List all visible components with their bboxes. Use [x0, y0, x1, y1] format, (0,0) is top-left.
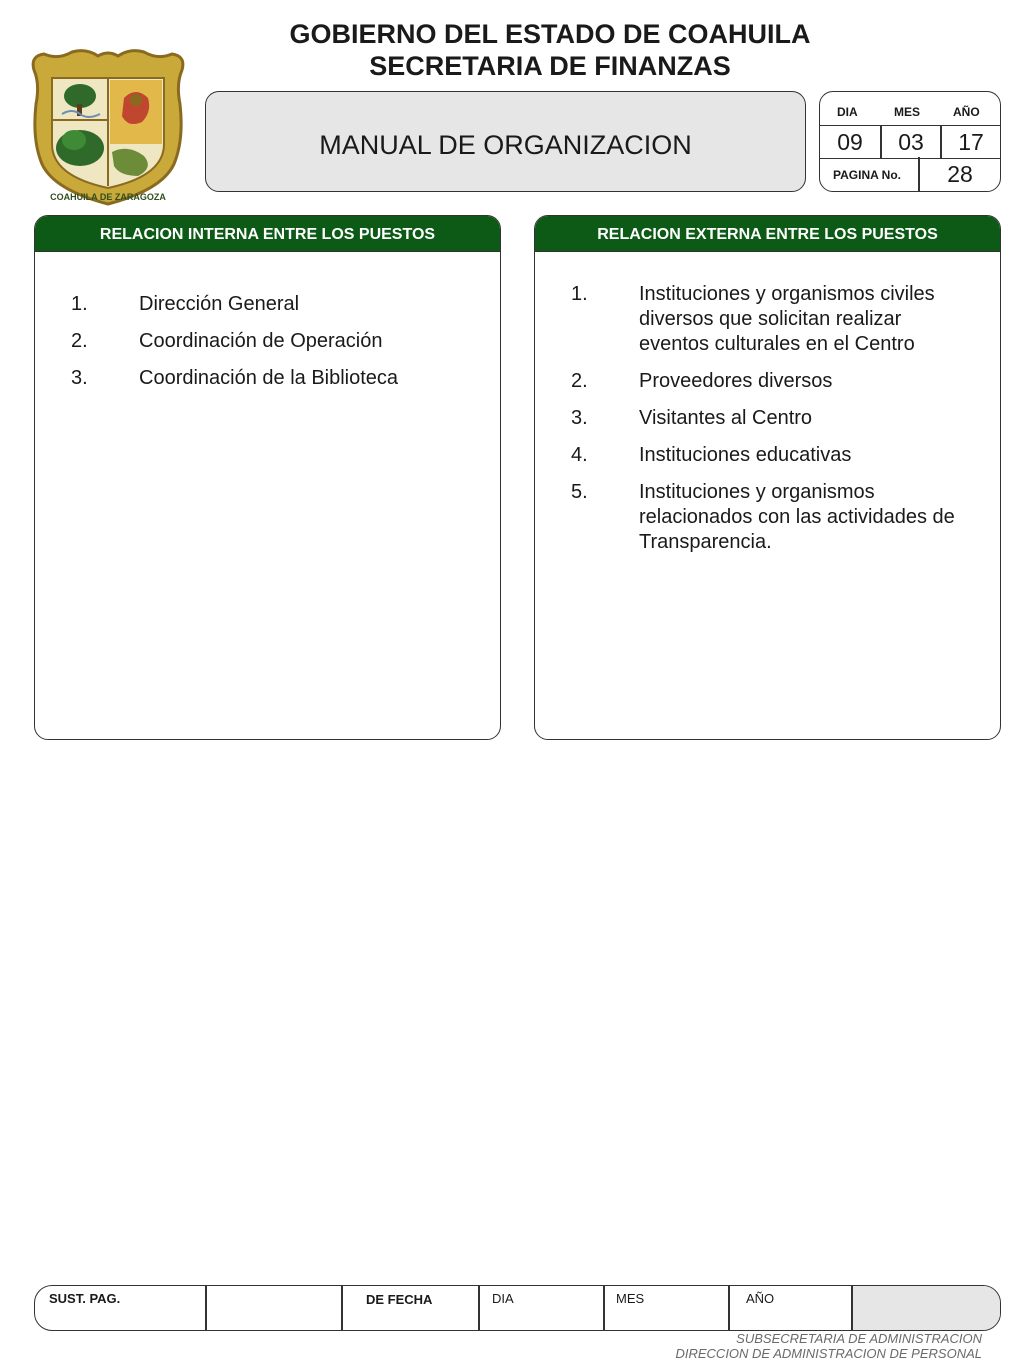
year-label: AÑO — [953, 105, 980, 119]
crest-text: COAHUILA DE ZARAGOZA — [50, 192, 166, 202]
list-item — [71, 292, 460, 317]
state-coat-of-arms-logo — [28, 48, 188, 206]
divider — [205, 1286, 207, 1331]
item-text: Coordinación de la Biblioteca — [139, 367, 399, 389]
subfooter — [675, 1331, 982, 1361]
page-label: PAGINA No. — [833, 168, 901, 182]
manual-title: MANUAL DE ORGANIZACION — [319, 130, 692, 160]
government-name: GOBIERNO DEL ESTADO DE COAHUILA — [289, 19, 811, 49]
sust-pag-label: SUST. PAG. — [49, 1291, 121, 1306]
list-item — [571, 443, 956, 468]
list-item — [71, 366, 460, 391]
internal-relations-heading: RELACION INTERNA ENTRE LOS PUESTOS — [35, 216, 500, 252]
divider — [478, 1286, 480, 1331]
subsecretaria-label: SUBSECRETARIA DE ADMINISTRACION — [736, 1331, 982, 1346]
item-number: 5. — [571, 481, 588, 503]
footer-substitution-bar — [34, 1285, 1001, 1331]
item-number: 1. — [571, 283, 588, 305]
date-values-row — [820, 125, 1000, 159]
item-text: Proveedores diversos — [639, 370, 833, 392]
year-value: 17 — [958, 129, 984, 155]
item-number: 2. — [71, 330, 88, 352]
header-title — [210, 18, 890, 82]
item-text: Instituciones y organismos civiles diversos que solicitan realizar eventos culturales en el Centro — [639, 283, 935, 355]
list-item — [71, 329, 460, 354]
divider — [851, 1286, 853, 1331]
divider — [603, 1286, 605, 1331]
internal-relations-list — [71, 292, 460, 403]
divider — [728, 1286, 730, 1331]
manual-title-box — [205, 91, 806, 192]
divider — [341, 1286, 343, 1331]
footer-gray-cell — [852, 1286, 1000, 1331]
item-text: Instituciones educativas — [639, 444, 852, 466]
item-number: 3. — [571, 407, 588, 429]
item-text: Dirección General — [139, 293, 300, 315]
secretariat-name: SECRETARIA DE FINANZAS — [369, 51, 731, 81]
external-relations-heading: RELACION EXTERNA ENTRE LOS PUESTOS — [535, 216, 1000, 252]
date-box — [819, 91, 1001, 192]
item-number: 1. — [71, 293, 88, 315]
de-fecha-label: DE FECHA — [366, 1292, 433, 1307]
external-relations-panel — [534, 215, 1001, 740]
item-number: 2. — [571, 370, 588, 392]
direccion-label: DIRECCION DE ADMINISTRACION DE PERSONAL — [675, 1346, 982, 1361]
day-label: DIA — [837, 105, 858, 119]
day-value: 09 — [837, 129, 863, 155]
item-text: Instituciones y organismos relacionados con las actividades de Transparencia. — [639, 481, 955, 553]
month-label: MES — [894, 105, 921, 119]
item-text: Visitantes al Centro — [639, 407, 813, 429]
list-item — [571, 406, 956, 431]
footer-month-label: MES — [616, 1291, 645, 1306]
item-number: 4. — [571, 444, 588, 466]
footer-year-label: AÑO — [746, 1291, 775, 1306]
month-value: 03 — [898, 129, 924, 155]
internal-relations-panel — [34, 215, 501, 740]
item-number: 3. — [71, 367, 88, 389]
item-text: Coordinación de Operación — [139, 330, 383, 352]
footer-day-label: DIA — [492, 1291, 514, 1306]
page-number: 28 — [947, 161, 973, 187]
external-relations-list — [571, 282, 956, 567]
list-item — [571, 369, 956, 394]
list-item — [571, 282, 956, 357]
list-item — [571, 480, 956, 555]
